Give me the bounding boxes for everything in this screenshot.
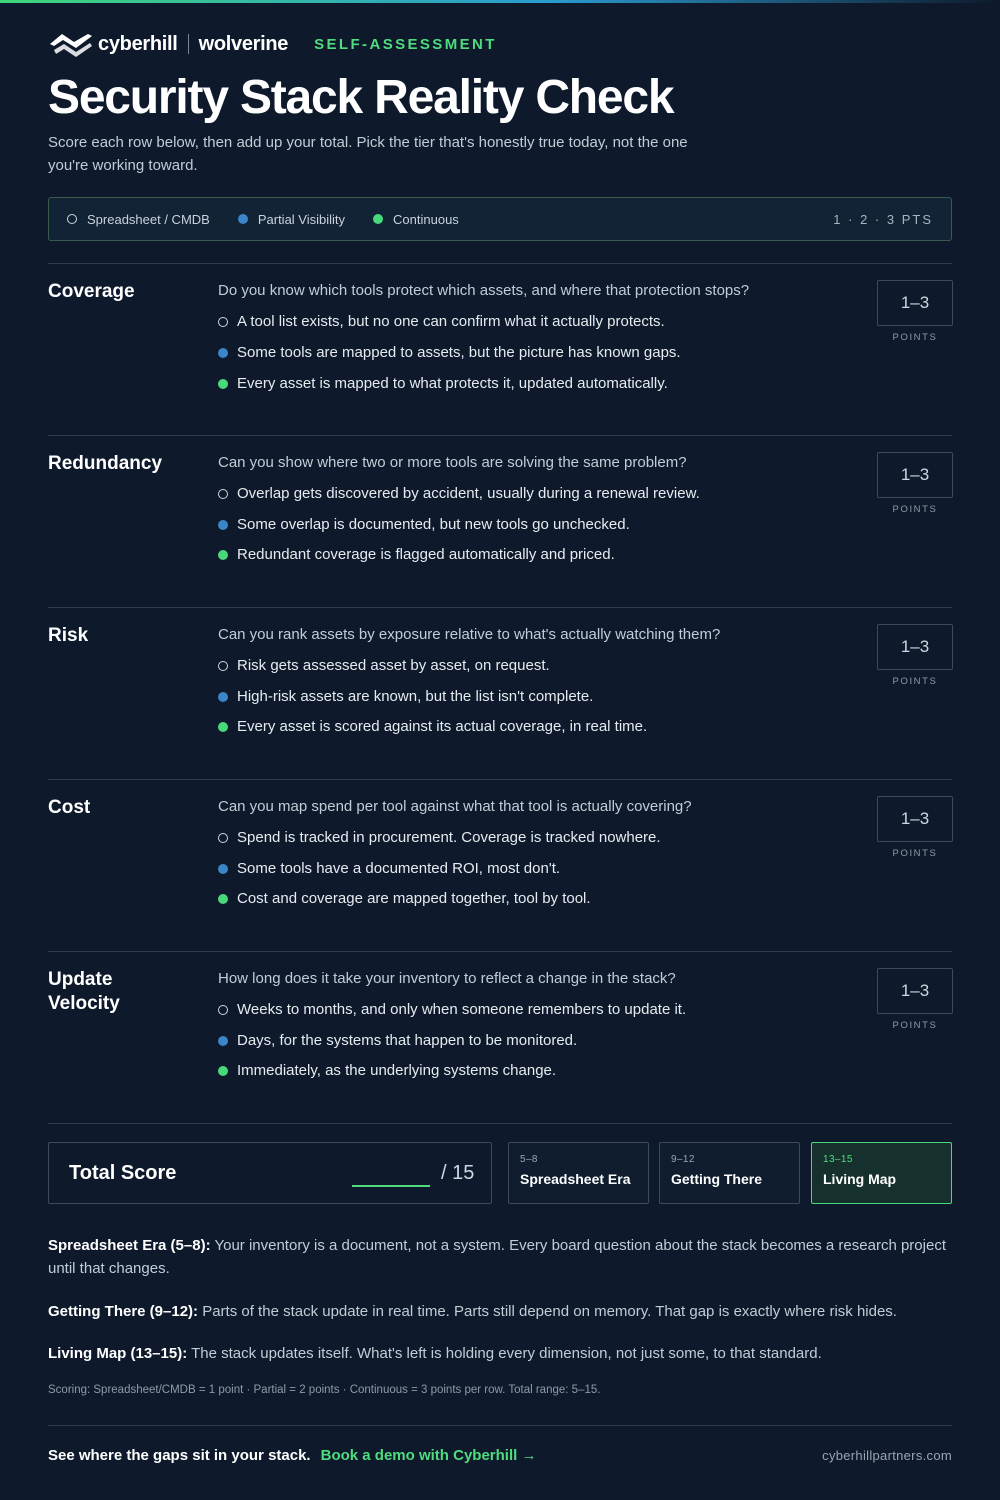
row-question: Can you show where two or more tools are solving the same problem? xyxy=(218,454,687,471)
tier-description-term: Getting There (9–12): xyxy=(48,1303,199,1320)
option-continuous[interactable] xyxy=(218,546,838,563)
points-input[interactable]: 1–3 xyxy=(877,624,953,670)
partner-name: wolverine xyxy=(198,32,289,55)
points-input[interactable]: 1–3 xyxy=(877,280,953,326)
row-name xyxy=(48,968,198,1016)
tier-description-text: Your inventory is a document, not a system. Every board question about the stack becomes a research project until that changes. xyxy=(48,1237,946,1277)
tier-description-term: Spreadsheet Era (5–8): xyxy=(48,1237,211,1254)
option-label: Risk gets assessed asset by asset, on request. xyxy=(237,657,550,674)
option-label: A tool list exists, but no one can confirm what it actually protects. xyxy=(237,313,665,330)
hollow-circle-icon xyxy=(218,489,228,499)
option-label: Days, for the systems that happen to be monitored. xyxy=(237,1032,578,1049)
option-spreadsheet[interactable] xyxy=(218,657,838,674)
tier-name: Getting There xyxy=(671,1171,763,1187)
green-dot-icon xyxy=(373,214,383,224)
website-link[interactable]: cyberhillpartners.com xyxy=(822,1447,952,1463)
tier-range: 5–8 xyxy=(520,1154,538,1165)
green-dot-icon xyxy=(218,379,228,389)
hollow-circle-icon xyxy=(218,1005,228,1015)
points-input[interactable]: 1–3 xyxy=(877,968,953,1014)
option-partial[interactable] xyxy=(218,860,838,877)
tier-card-spreadsheet-era xyxy=(508,1142,649,1204)
option-label: Every asset is scored against its actual coverage, in real time. xyxy=(237,718,648,735)
legend-item-partial xyxy=(238,212,345,227)
hollow-circle-icon xyxy=(218,661,228,671)
brand-name: cyberhill xyxy=(98,32,178,55)
legend xyxy=(48,197,952,241)
option-spreadsheet[interactable] xyxy=(218,829,838,846)
option-partial[interactable] xyxy=(218,516,838,533)
option-continuous[interactable] xyxy=(218,1062,838,1079)
assessment-row-redundancy xyxy=(48,436,952,586)
blue-dot-icon xyxy=(218,348,228,358)
option-label: High-risk assets are known, but the list isn't complete. xyxy=(237,688,594,705)
option-label: Every asset is mapped to what protects it, updated automatically. xyxy=(237,375,668,392)
option-partial[interactable] xyxy=(218,344,838,361)
option-partial[interactable] xyxy=(218,1032,838,1049)
points-label: POINTS xyxy=(892,848,938,859)
total-score-box xyxy=(48,1142,492,1204)
tier-description-getting-there xyxy=(48,1300,952,1323)
assessment-row-coverage xyxy=(48,264,952,414)
option-label: Some overlap is documented, but new tools go unchecked. xyxy=(237,516,630,533)
hollow-circle-icon xyxy=(218,833,228,843)
brand-divider xyxy=(188,34,189,54)
points-input[interactable]: 1–3 xyxy=(877,796,953,842)
blue-dot-icon xyxy=(218,1036,228,1046)
row-name-line: Velocity xyxy=(48,993,120,1014)
logo xyxy=(48,30,288,58)
green-dot-icon xyxy=(218,894,228,904)
row-question: Can you map spend per tool against what that tool is actually covering? xyxy=(218,798,692,815)
legend-label: Partial Visibility xyxy=(257,211,346,227)
green-dot-icon xyxy=(218,550,228,560)
legend-item-spreadsheet xyxy=(67,212,210,227)
legend-points: 1 · 2 · 3 PTS xyxy=(833,211,933,227)
option-label: Cost and coverage are mapped together, tool by tool. xyxy=(237,890,591,907)
total-score-input[interactable] xyxy=(352,1185,430,1187)
option-label: Spend is tracked in procurement. Coverage is tracked nowhere. xyxy=(237,829,661,846)
assessment-row-risk xyxy=(48,608,952,758)
legend-label: Spreadsheet / CMDB xyxy=(87,211,210,227)
header xyxy=(48,28,952,60)
section-tag: SELF-ASSESSMENT xyxy=(314,35,497,53)
option-label: Weeks to months, and only when someone remembers to update it. xyxy=(237,1001,687,1018)
top-accent-bar xyxy=(0,0,1000,3)
tier-description-spreadsheet-era xyxy=(48,1234,952,1280)
cyberhill-logo-icon xyxy=(48,30,94,58)
tier-range: 9–12 xyxy=(671,1154,695,1165)
option-label: Immediately, as the underlying systems change. xyxy=(237,1062,557,1079)
row-question: Can you rank assets by exposure relative to what's actually watching them? xyxy=(218,626,721,643)
tier-description-text: The stack updates itself. What's left is holding every dimension, not just some, to that standard. xyxy=(187,1345,822,1362)
points-label: POINTS xyxy=(892,332,938,343)
tier-name: Living Map xyxy=(823,1171,897,1187)
row-question: How long does it take your inventory to reflect a change in the stack? xyxy=(218,970,676,987)
option-label: Redundant coverage is flagged automatically and priced. xyxy=(237,546,615,563)
tier-range: 13–15 xyxy=(823,1154,853,1165)
option-partial[interactable] xyxy=(218,688,838,705)
tier-card-getting-there xyxy=(659,1142,800,1204)
assessment-row-update-velocity xyxy=(48,952,952,1102)
divider xyxy=(48,1425,952,1426)
points-label: POINTS xyxy=(892,676,938,687)
row-name: Redundancy xyxy=(48,453,163,474)
option-label: Some tools have a documented ROI, most don't. xyxy=(237,860,561,877)
hollow-circle-icon xyxy=(218,317,228,327)
green-dot-icon xyxy=(218,722,228,732)
option-continuous[interactable] xyxy=(218,718,838,735)
option-continuous[interactable] xyxy=(218,890,838,907)
option-label: Some tools are mapped to assets, but the picture has known gaps. xyxy=(237,344,681,361)
option-spreadsheet[interactable] xyxy=(218,313,838,330)
scoring-note: Scoring: Spreadsheet/CMDB = 1 point · Partial = 2 points · Continuous = 3 points per row. Total range: 5–15. xyxy=(48,1384,601,1396)
tier-card-living-map xyxy=(811,1142,952,1204)
divider xyxy=(48,1123,952,1124)
book-demo-link[interactable]: Book a demo with Cyberhill → xyxy=(320,1446,537,1464)
cta-text: See where the gaps sit in your stack. xyxy=(48,1446,311,1464)
option-label: Overlap gets discovered by accident, usually during a renewal review. xyxy=(237,485,700,502)
footer xyxy=(48,1444,952,1466)
total-score-max: / 15 xyxy=(441,1162,475,1184)
option-spreadsheet[interactable] xyxy=(218,485,838,502)
legend-label: Continuous xyxy=(393,211,459,227)
tier-description-living-map xyxy=(48,1342,952,1365)
tier-description-text: Parts of the stack update in real time. Parts still depend on memory. That gap is exactly where risk hides. xyxy=(198,1303,897,1320)
total-score-label: Total Score xyxy=(69,1162,177,1184)
blue-dot-icon xyxy=(218,864,228,874)
option-continuous[interactable] xyxy=(218,375,838,392)
tier-name: Spreadsheet Era xyxy=(520,1171,631,1187)
row-name: Cost xyxy=(48,797,91,818)
row-name: Risk xyxy=(48,625,89,646)
assessment-row-cost xyxy=(48,780,952,930)
page-title: Security Stack Reality Check xyxy=(48,71,674,124)
points-label: POINTS xyxy=(892,1020,938,1031)
row-name-line: Update xyxy=(48,969,113,990)
row-question: Do you know which tools protect which assets, and where that protection stops? xyxy=(218,282,750,299)
blue-dot-icon xyxy=(218,692,228,702)
blue-dot-icon xyxy=(238,214,248,224)
row-name: Coverage xyxy=(48,281,135,302)
green-dot-icon xyxy=(218,1066,228,1076)
tier-description-term: Living Map (13–15): xyxy=(48,1345,188,1362)
intro-text: Score each row below, then add up your total. Pick the tier that's honestly true today, not the one you're working toward. xyxy=(48,134,688,174)
points-input[interactable]: 1–3 xyxy=(877,452,953,498)
hollow-circle-icon xyxy=(67,214,77,224)
legend-item-continuous xyxy=(373,212,459,227)
blue-dot-icon xyxy=(218,520,228,530)
option-spreadsheet[interactable] xyxy=(218,1001,838,1018)
points-label: POINTS xyxy=(892,504,938,515)
